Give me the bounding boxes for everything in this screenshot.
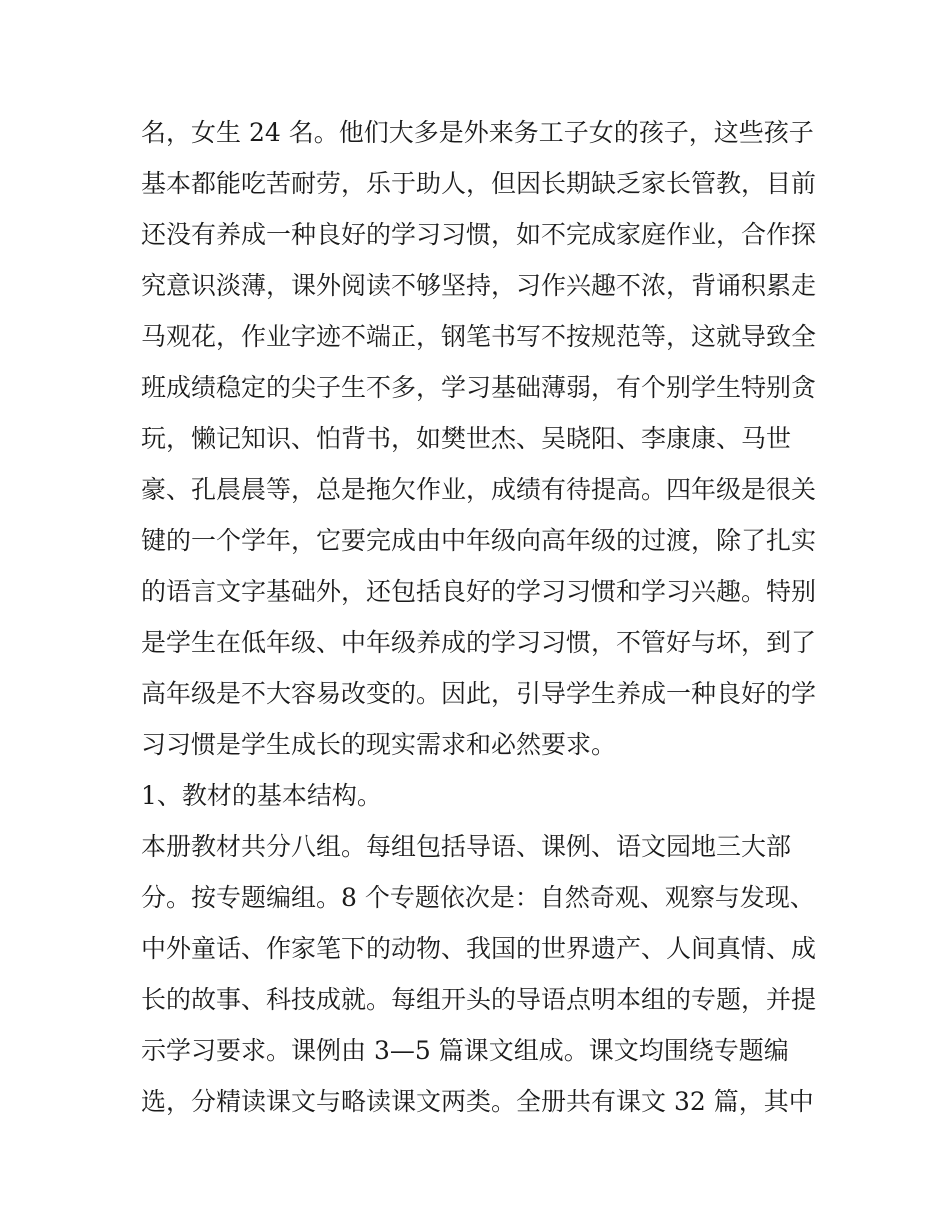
text-line: 本册教材共分八组。每组包括导语、课例、语文园地三大部 <box>141 832 792 861</box>
section-heading: 1、教材的基本结构。 <box>141 781 382 810</box>
text-line: 高年级是不大容易改变的。因此，引导学生养成一种良好的学 <box>141 679 817 708</box>
text-line: 马观花，作业字迹不端正，钢笔书写不按规范等，这就导致全 <box>141 322 817 351</box>
text-line: 的语言文字基础外，还包括良好的学习习惯和学习兴趣。特别 <box>141 577 817 606</box>
text-line: 究意识淡薄，课外阅读不够坚持，习作兴趣不浓，背诵积累走 <box>141 271 817 300</box>
text-line: 基本都能吃苦耐劳，乐于助人，但因长期缺乏家长管教，目前 <box>141 169 817 198</box>
text-line: 分。按专题编组。8 个专题依次是：自然奇观、观察与发现、 <box>141 883 815 912</box>
text-line: 还没有养成一种良好的学习习惯，如不完成家庭作业，合作探 <box>141 220 817 249</box>
text-line: 示学习要求。课例由 3—5 篇课文组成。课文均围绕专题编 <box>141 1036 789 1065</box>
text-line: 习习惯是学生成长的现实需求和必然要求。 <box>141 730 617 759</box>
body-text <box>141 107 821 1127</box>
text-line: 豪、孔晨晨等，总是拖欠作业，成绩有待提高。四年级是很关 <box>141 475 817 504</box>
text-line: 是学生在低年级、中年级养成的学习习惯，不管好与坏，到了 <box>141 628 817 657</box>
text-line: 班成绩稳定的尖子生不多，学习基础薄弱，有个别学生特别贪 <box>141 373 817 402</box>
text-line: 中外童话、作家笔下的动物、我国的世界遗产、人间真情、成 <box>141 934 817 963</box>
text-line: 键的一个学年，它要完成由中年级向高年级的过渡，除了扎实 <box>141 526 817 555</box>
text-line: 选，分精读课文与略读课文两类。全册共有课文 32 篇，其中 <box>141 1087 814 1116</box>
text-line: 名，女生 24 名。他们大多是外来务工子女的孩子，这些孩子 <box>141 118 814 147</box>
text-line: 玩，懒记知识、怕背书，如樊世杰、吴晓阳、李康康、马世 <box>141 424 792 453</box>
text-line: 长的故事、科技成就。每组开头的导语点明本组的专题，并提 <box>141 985 817 1014</box>
